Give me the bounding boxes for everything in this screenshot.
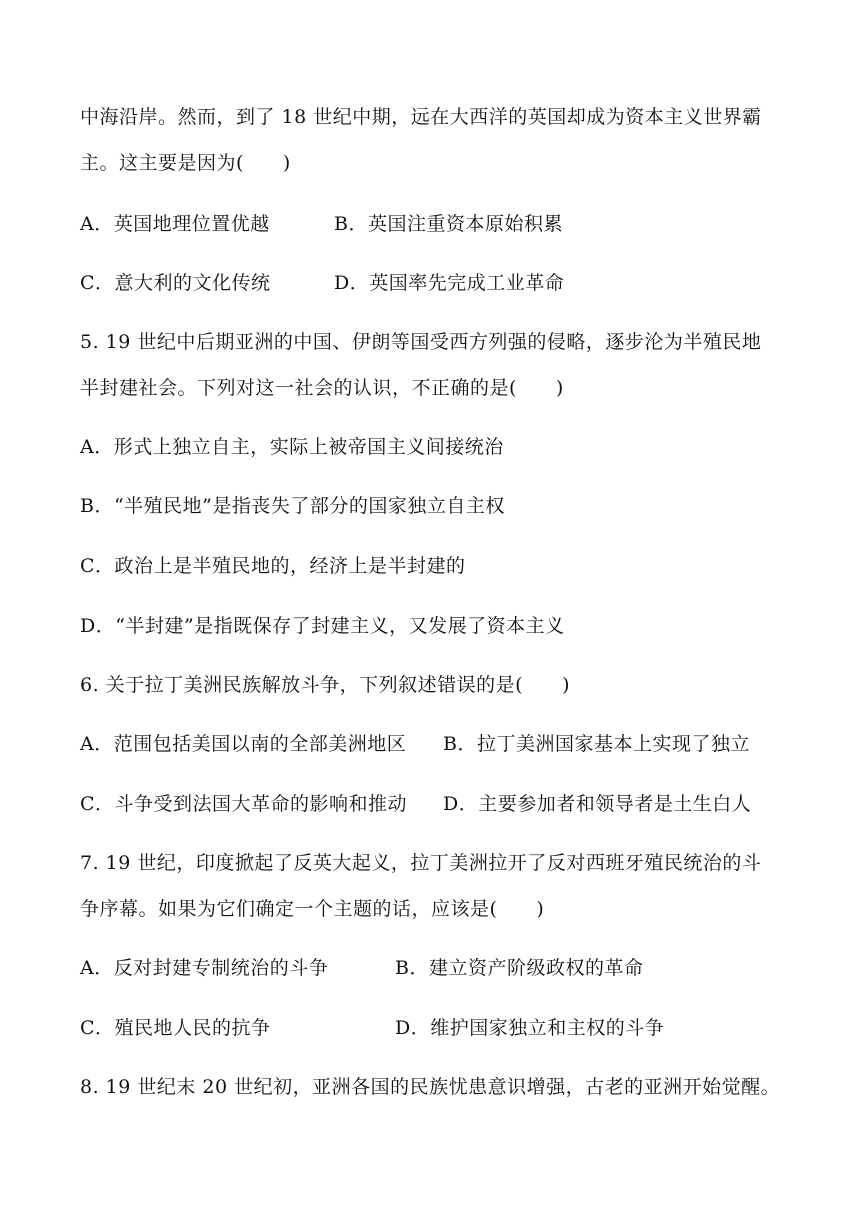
q5-option-c: C．政治上是半殖民地的，经济上是半封建的 <box>80 555 466 577</box>
q6-option-b: B．拉丁美洲国家基本上实现了独立 <box>443 733 750 755</box>
q6-option-c: C．斗争受到法国大革命的影响和推动 <box>80 793 408 815</box>
q7-option-d: D．维护国家独立和主权的斗争 <box>395 1017 665 1039</box>
q5-option-d: D．“半封建”是指既保存了封建主义，又发展了资本主义 <box>80 615 565 637</box>
q4-stem-line-2: 主。这主要是因为( ) <box>80 152 291 174</box>
q8-stem-line-1: 8. 19 世纪末 20 世纪初，亚洲各国的民族忧患意识增强，古老的亚洲开始觉醒。 <box>80 1076 781 1098</box>
q6-option-a: A．范围包括美国以南的全部美洲地区 <box>80 733 407 755</box>
q7-option-b: B．建立资产阶级政权的革命 <box>395 957 644 979</box>
q4-option-a: A．英国地理位置优越 <box>80 213 270 235</box>
q5-stem-line-1: 5. 19 世纪中后期亚洲的中国、伊朗等国受西方列强的侵略，逐步沦为半殖民地 <box>80 331 762 353</box>
q6-stem-line-1: 6. 关于拉丁美洲民族解放斗争，下列叙述错误的是( ) <box>80 674 570 696</box>
q7-stem-line-1: 7. 19 世纪，印度掀起了反英大起义，拉丁美洲拉开了反对西班牙殖民统治的斗 <box>80 852 762 874</box>
q4-option-b: B．英国注重资本原始积累 <box>334 213 563 235</box>
q6-option-d: D．主要参加者和领导者是土生白人 <box>443 793 752 815</box>
q5-option-a: A．形式上独立自主，实际上被帝国主义间接统治 <box>80 436 504 458</box>
q7-stem-line-2: 争序幕。如果为它们确定一个主题的话，应该是( ) <box>80 898 545 920</box>
q7-option-a: A．反对封建专制统治的斗争 <box>80 957 329 979</box>
q5-stem-line-2: 半封建社会。下列对这一社会的认识，不正确的是( ) <box>80 377 564 399</box>
q4-option-d: D．英国率先完成工业革命 <box>334 272 565 294</box>
q5-option-b: B．“半殖民地”是指丧失了部分的国家独立自主权 <box>80 495 505 517</box>
q4-stem-line-1: 中海沿岸。然而，到了 18 世纪中期，远在大西洋的英国却成为资本主义世界霸 <box>80 106 762 128</box>
q4-option-c: C．意大利的文化传统 <box>80 272 271 294</box>
q7-option-c: C．殖民地人民的抗争 <box>80 1017 271 1039</box>
